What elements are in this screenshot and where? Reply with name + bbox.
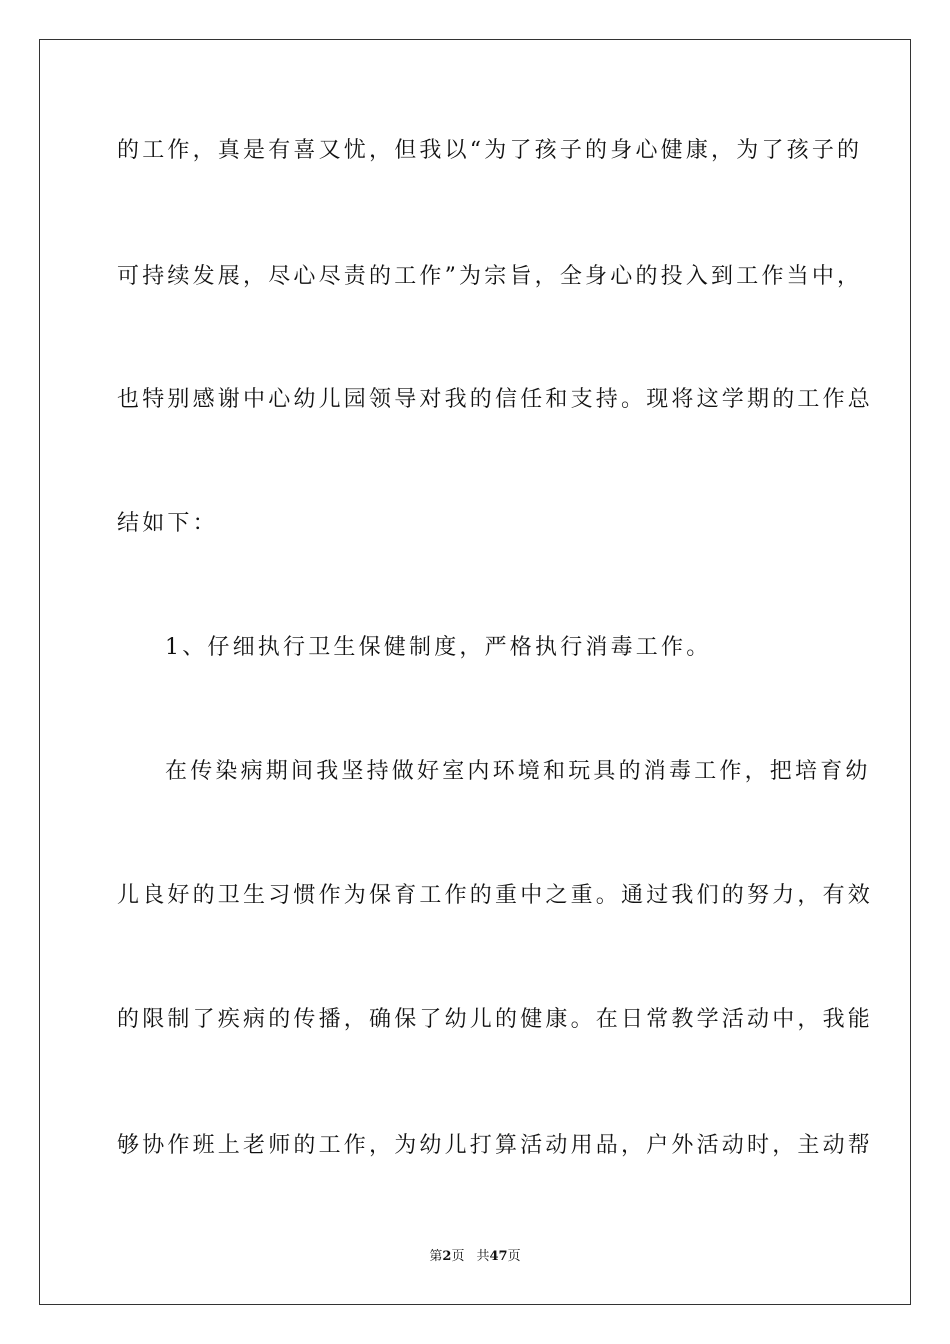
body-line-2: 可持续发展，尽心尽责的工作”为宗旨，全身心的投入到工作当中，: [117, 264, 863, 289]
footer-page-suffix: 页: [451, 1249, 465, 1264]
body-line-6: 儿良好的卫生习惯作为保育工作的重中之重。通过我们的努力，有效: [117, 883, 874, 908]
body-line-3: 也特别感谢中心幼儿园领导对我的信任和支持。现将这学期的工作总: [117, 387, 874, 412]
footer-total-suffix: 页: [507, 1249, 521, 1264]
footer-page-number: 2: [442, 1249, 452, 1264]
section-heading-1: 1、仔细执行卫生保健制度，严格执行消毒工作。: [165, 635, 712, 660]
page-frame: [39, 39, 911, 1305]
page-footer: [0, 1248, 950, 1266]
body-line-8: 够协作班上老师的工作，为幼儿打算活动用品，户外活动时，主动帮: [117, 1133, 874, 1158]
body-line-7: 的限制了疾病的传播，确保了幼儿的健康。在日常教学活动中，我能: [117, 1007, 874, 1032]
footer-total-prefix: 共: [476, 1249, 490, 1264]
body-line-1: 的工作，真是有喜又忧，但我以“为了孩子的身心健康，为了孩子的: [117, 138, 863, 163]
body-line-4: 结如下：: [117, 511, 218, 536]
footer-total-pages: 47: [489, 1249, 508, 1264]
body-line-5: 在传染病期间我坚持做好室内环境和玩具的消毒工作，把培育幼: [165, 759, 871, 784]
footer-page-prefix: 第: [429, 1249, 443, 1264]
